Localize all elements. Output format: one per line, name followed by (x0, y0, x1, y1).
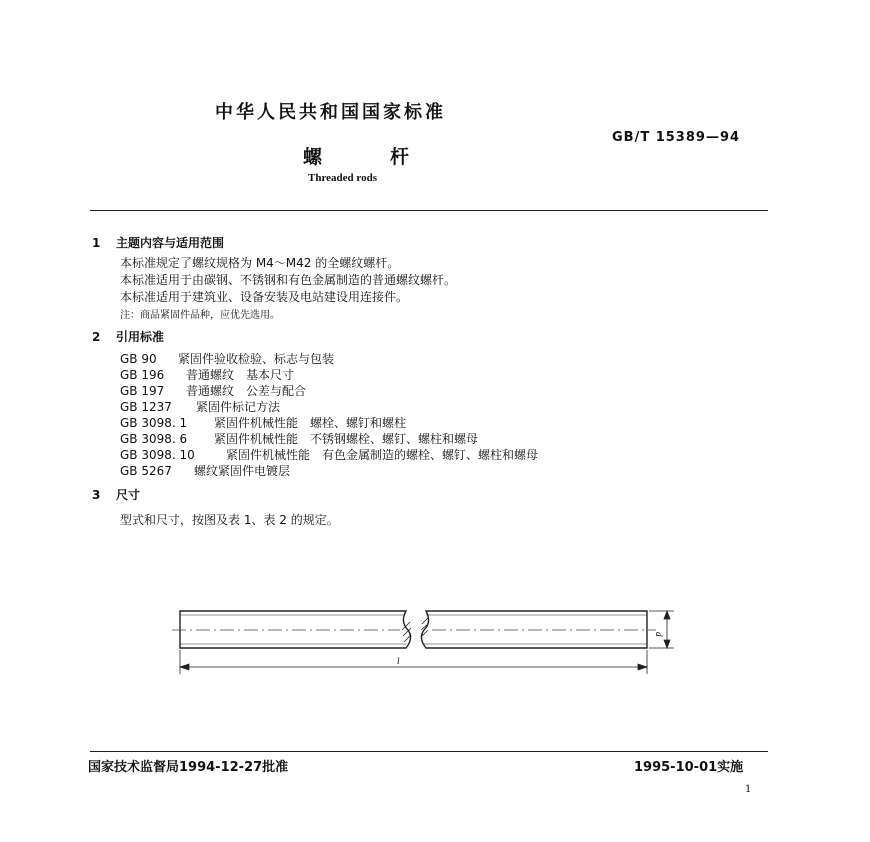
threaded-rod-drawing (170, 600, 690, 690)
reference-code: GB 5267 (120, 464, 172, 478)
reference-title: 紧固件标记方法 (196, 400, 281, 414)
dimension-label-l: l (397, 656, 400, 666)
reference-item (120, 382, 306, 399)
effective-date: 1995-10-01实施 (634, 760, 744, 775)
section-number: 3 (92, 488, 101, 502)
reference-item (120, 398, 280, 415)
reference-code: GB 90 (120, 352, 157, 366)
paragraph: 本标准适用于由碳钢、不锈钢和有色金属制造的普通螺纹螺杆。 (120, 273, 457, 287)
reference-title: 紧固件机械性能 螺栓、螺钉和螺柱 (214, 416, 407, 430)
note: 注：商品紧固件品种，应优先选用。 (120, 310, 280, 321)
reference-item (120, 462, 290, 479)
rod-outline (180, 611, 647, 648)
length-dimension (180, 650, 647, 674)
reference-item (120, 430, 478, 447)
reference-code: GB 3098. 1 (120, 416, 188, 430)
reference-title: 螺纹紧固件电镀层 (194, 464, 291, 478)
reference-item (120, 414, 406, 431)
reference-code: GB 196 (120, 368, 165, 382)
paragraph: 本标准规定了螺纹规格为 M4～M42 的全螺纹螺杆。 (120, 256, 400, 270)
reference-title: 普通螺纹 基本尺寸 (186, 368, 295, 382)
page-number: 1 (745, 784, 752, 795)
section-3-heading (92, 486, 140, 503)
standard-number: GB/T 15389—94 (612, 130, 741, 145)
section-number: 2 (92, 330, 101, 344)
reference-title: 紧固件验收检验、标志与包装 (178, 352, 335, 366)
reference-item (120, 366, 294, 383)
reference-item (120, 350, 334, 367)
issued-by: 国家技术监督局1994-12-27批准 (88, 760, 289, 775)
section-1-heading (92, 234, 224, 251)
reference-item (120, 446, 538, 463)
english-title: Threaded rods (308, 172, 377, 184)
org-title: 中华人民共和国国家标准 (215, 102, 446, 123)
reference-code: GB 197 (120, 384, 165, 398)
section-title: 主题内容与适用范围 (116, 236, 225, 250)
section-title: 尺寸 (116, 488, 141, 502)
reference-code: GB 1237 (120, 400, 172, 414)
section-number: 1 (92, 236, 101, 250)
reference-title: 普通螺纹 公差与配合 (186, 384, 307, 398)
footer-rule (90, 751, 768, 752)
diameter-dimension (649, 611, 674, 648)
paragraph: 型式和尺寸，按图及表 1、表 2 的规定。 (120, 513, 339, 527)
paragraph: 本标准适用于建筑业、设备安装及电站建设用连接件。 (120, 290, 409, 304)
title-char-2: 杆 (390, 146, 410, 168)
document-title (303, 142, 409, 169)
section-title: 引用标准 (116, 330, 165, 344)
section-2-heading (92, 328, 164, 345)
dimension-label-d: d (654, 632, 664, 637)
header-rule (90, 210, 768, 211)
reference-title: 紧固件机械性能 有色金属制造的螺栓、螺钉、螺柱和螺母 (226, 448, 539, 462)
reference-code: GB 3098. 10 (120, 448, 195, 462)
reference-code: GB 3098. 6 (120, 432, 188, 446)
reference-title: 紧固件机械性能 不锈钢螺栓、螺钉、螺柱和螺母 (214, 432, 479, 446)
title-char-1: 螺 (303, 146, 323, 168)
